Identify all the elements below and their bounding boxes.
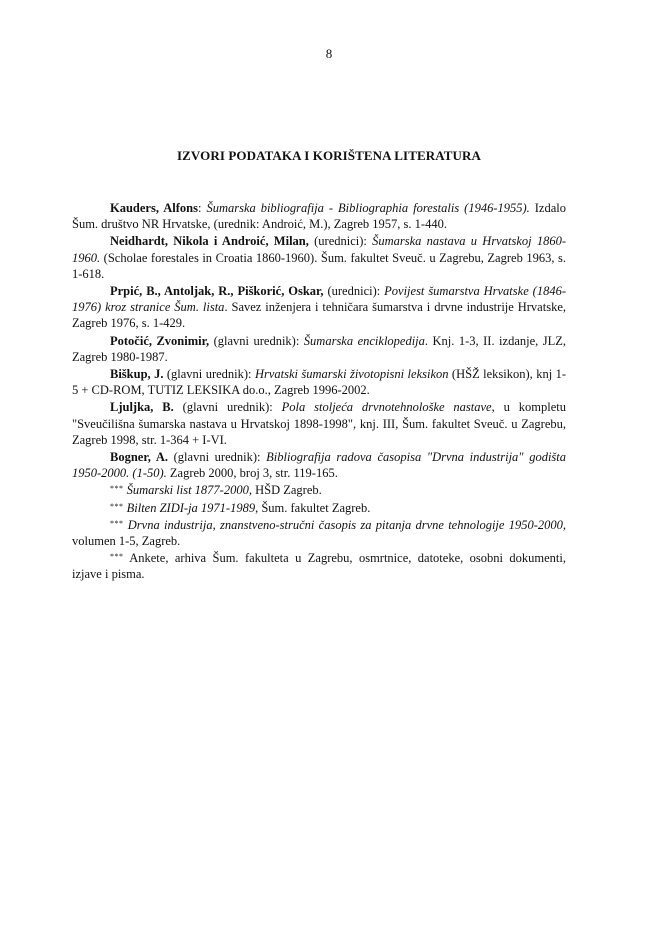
reference-item: Biškup, J. (glavni urednik): Hrvatski šumarski životopisni leksikon (HŠŽ leksikon), knj 1-5 + CD-ROM, TUTIZ LEKSIKA do.o., Zagreb 1996-2002. xyxy=(72,367,566,398)
reference-author: Neidhardt, Nikola i Androić, Milan, xyxy=(110,234,309,249)
reference-author: Ljuljka, B. xyxy=(110,400,174,415)
reference-item: *** Ankete, arhiva Šum. fakulteta u Zagrebu, osmrtnice, datoteke, osobni dokumenti, izjave i pisma. xyxy=(72,551,567,582)
reference-item: *** Bilten ZIDI-ja 1971-1989, Šum. fakultet Zagreb. xyxy=(110,500,371,515)
reference-title: Bibliografija radova časopisa "Drvna industrija" godišta 1950-2000. (1-50). xyxy=(72,450,567,481)
reference-item: Ljuljka, B. (glavni urednik): Pola stoljeća drvnotehnološke nastave, u kompletu "Sveučilišna šumarska nastava u Hrvatskoj 1898-1998", knj. III, Šum. fakultet Sveuč. u Zagrebu, Zagreb 1998, str. 1-364 + I-VI. xyxy=(72,400,566,447)
reference-title: Šumarska enciklopedija xyxy=(303,333,425,348)
reference-title: Hrvatski šumarski životopisni leksikon xyxy=(254,367,449,382)
reference-title: Bilten ZIDI-ja 1971-1989 xyxy=(126,500,256,515)
reference-item: *** Šumarski list 1877-2000, HŠD Zagreb. xyxy=(110,483,322,498)
reference-list xyxy=(72,199,566,583)
reference-title: Šumarski list 1877-2000 xyxy=(126,483,249,498)
reference-title: Povijest šumarstva Hrvatske (1846-1976) kroz stranice Šum. lista xyxy=(72,284,566,315)
reference-title: Pola stoljeća drvnotehnološke nastave xyxy=(281,400,492,415)
reference-author: Bogner, A. xyxy=(110,450,168,465)
reference-author: Biškup, J. xyxy=(110,367,164,382)
reference-item: Bogner, A. (glavni urednik): Bibliografija radova časopisa "Drvna industrija" godišta 1950-2000. (1-50). Zagreb 2000, broj 3, str. 119-165. xyxy=(72,450,567,481)
page-number: 8 xyxy=(325,46,333,61)
reference-author: Potočić, Zvonimir, xyxy=(110,333,210,348)
reference-item: Prpić, B., Antoljak, R., Piškorić, Oskar, (urednici): Povijest šumarstva Hrvatske (1846-1976) kroz stranice Šum. lista. Savez inženjera i tehničara šumarstva i drvne industrije Hrvatske, Zagreb 1976, s. 1-429. xyxy=(72,284,566,331)
reference-item: Kauders, Alfons: Šumarska bibliografija - Bibliographia forestalis (1946-1955). Izdalo Šum. društvo NR Hrvatske, (urednik: Androić, M.), Zagreb 1957, s. 1-440. xyxy=(72,201,566,232)
reference-author: Prpić, B., Antoljak, R., Piškorić, Oskar, xyxy=(110,284,324,299)
reference-author: Kauders, Alfons xyxy=(110,201,198,215)
reference-item: Neidhardt, Nikola i Androić, Milan, (urednici): Šumarska nastava u Hrvatskoj 1860-1960. (Scholae forestales in Croatia 1860-1960). Šum. fakultet Sveuč. u Zagrebu, Zagreb 1963, s. 1-618. xyxy=(72,234,566,281)
reference-title: Drvna industrija, znanstveno-stručni časopis za pitanja drvne tehnologije 1950-2000, xyxy=(127,517,567,532)
reference-title: Šumarska nastava u Hrvatskoj 1860-1960. xyxy=(72,234,566,265)
reference-item: Potočić, Zvonimir, (glavni urednik): Šumarska enciklopedija. Knj. 1-3, II. izdanje, JLZ, Zagreb 1980-1987. xyxy=(72,333,567,364)
reference-item: *** Drvna industrija, znanstveno-stručni časopis za pitanja drvne tehnologije 1950-2000, volumen 1-5, Zagreb. xyxy=(72,517,567,549)
section-heading: IZVORI PODATAKA I KORIŠTENA LITERATURA xyxy=(176,148,482,163)
reference-title: Šumarska bibliografija - Bibliographia forestalis (1946-1955). xyxy=(206,201,530,215)
